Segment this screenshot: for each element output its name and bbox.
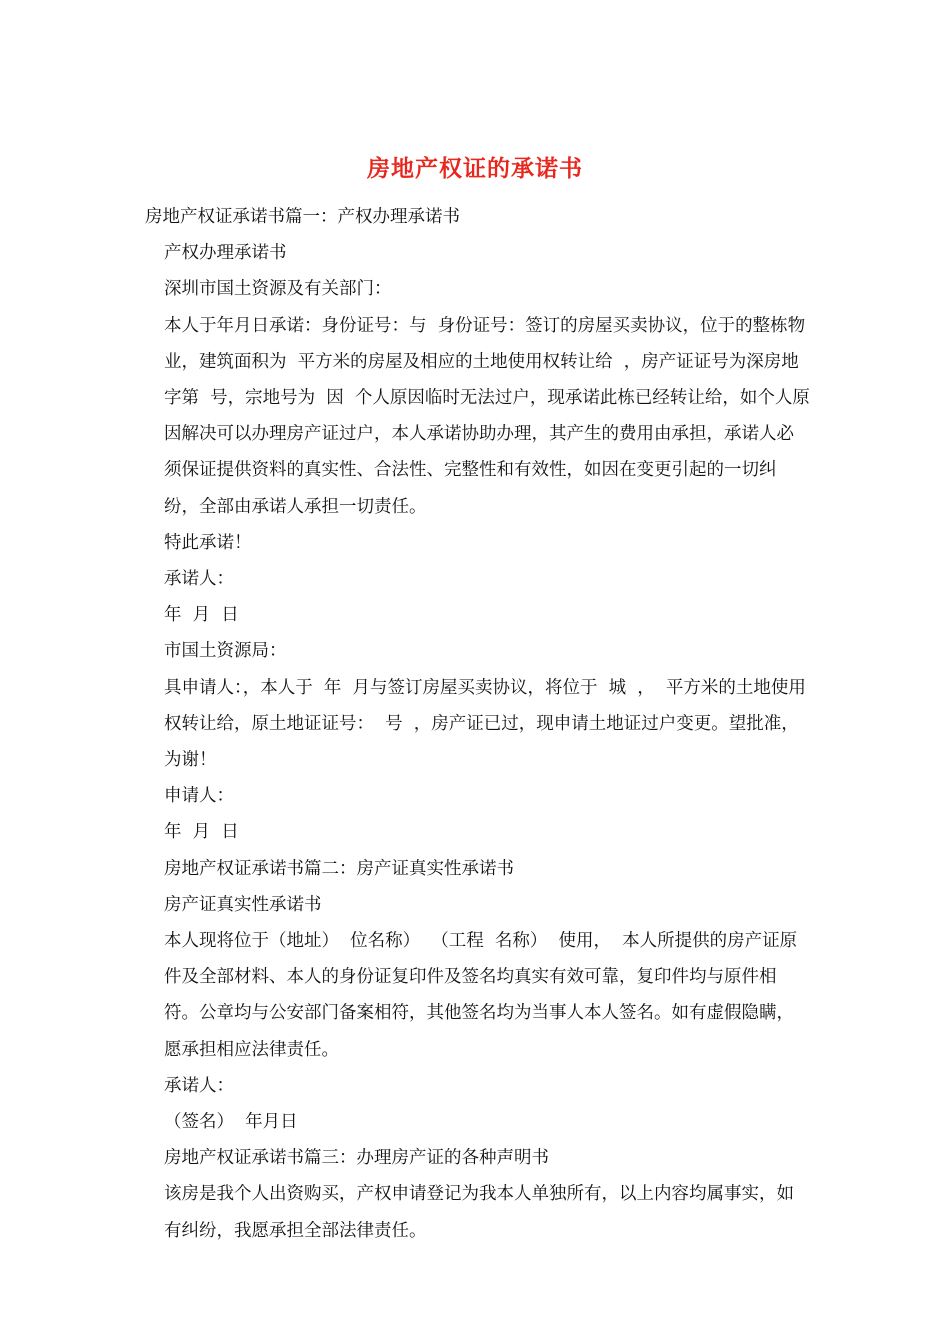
paragraph: 市国土资源局： [164, 641, 287, 662]
document-title: 房地产权证的承诺书 [367, 156, 583, 182]
paragraph: 深圳市国土资源及有关部门： [164, 279, 392, 300]
paragraph: 年 月 日 [164, 822, 239, 843]
paragraph: 年 月 日 [164, 605, 239, 626]
document-body [145, 199, 810, 1249]
paragraph: （签名） 年月日 [164, 1112, 298, 1133]
paragraph: 产权办理承诺书 [164, 243, 287, 264]
paragraph: 该房是我个人出资购买，产权申请登记为我本人单独所有，以上内容均属事实，如有纠纷，我愿承担全部法律责任。 [164, 1184, 794, 1241]
paragraph: 房产证真实性承诺书 [164, 894, 322, 915]
paragraph: 特此承诺！ [164, 532, 252, 553]
paragraph: 房地产权证承诺书篇三：办理房产证的各种声明书 [164, 1148, 549, 1169]
paragraph: 本人现将位于（地址） 位名称） （工程 名称） 使用， 本人所提供的房产证原件及全部材料、本人的身份证复印件及签名均真实有效可靠，复印件均与原件相符。公章均与公安部门备案相符，其他签名均为当事人本人签名。如有虚假隐瞒，愿承担相应法律责任。 [164, 931, 798, 1060]
paragraph: 承诺人： [164, 569, 234, 590]
paragraph: 承诺人： [164, 1075, 234, 1096]
paragraph: 具申请人：，本人于 年 月与签订房屋买卖协议，将位于 城 ， 平方米的土地使用权转让给，原土地证证号： 号 ，房产证已过，现申请土地证过户变更。望批准，为谢！ [164, 677, 806, 771]
paragraph: 房地产权证承诺书篇二：房产证真实性承诺书 [164, 858, 514, 879]
paragraph: 申请人： [164, 786, 234, 807]
paragraph: 房地产权证承诺书篇一：产权办理承诺书 [145, 207, 460, 227]
paragraph: 本人于年月日承诺：身份证号：与 身份证号：签订的房屋买卖协议，位于的整栋物业，建筑面积为 平方米的房屋及相应的土地使用权转让给 ，房产证证号为深房地字第 号，宗地号为 因 个人原因临时无法过户，现承诺此栋已经转让给，如个人原因解决可以办理房产证过户，本人承诺协助办理，其产生的费用由承担，承诺人必须保证提供资料的真实性、合法性、完整性和有效性，如因在变更引起的一切纠纷，全部由承诺人承担一切责任。 [164, 315, 810, 517]
